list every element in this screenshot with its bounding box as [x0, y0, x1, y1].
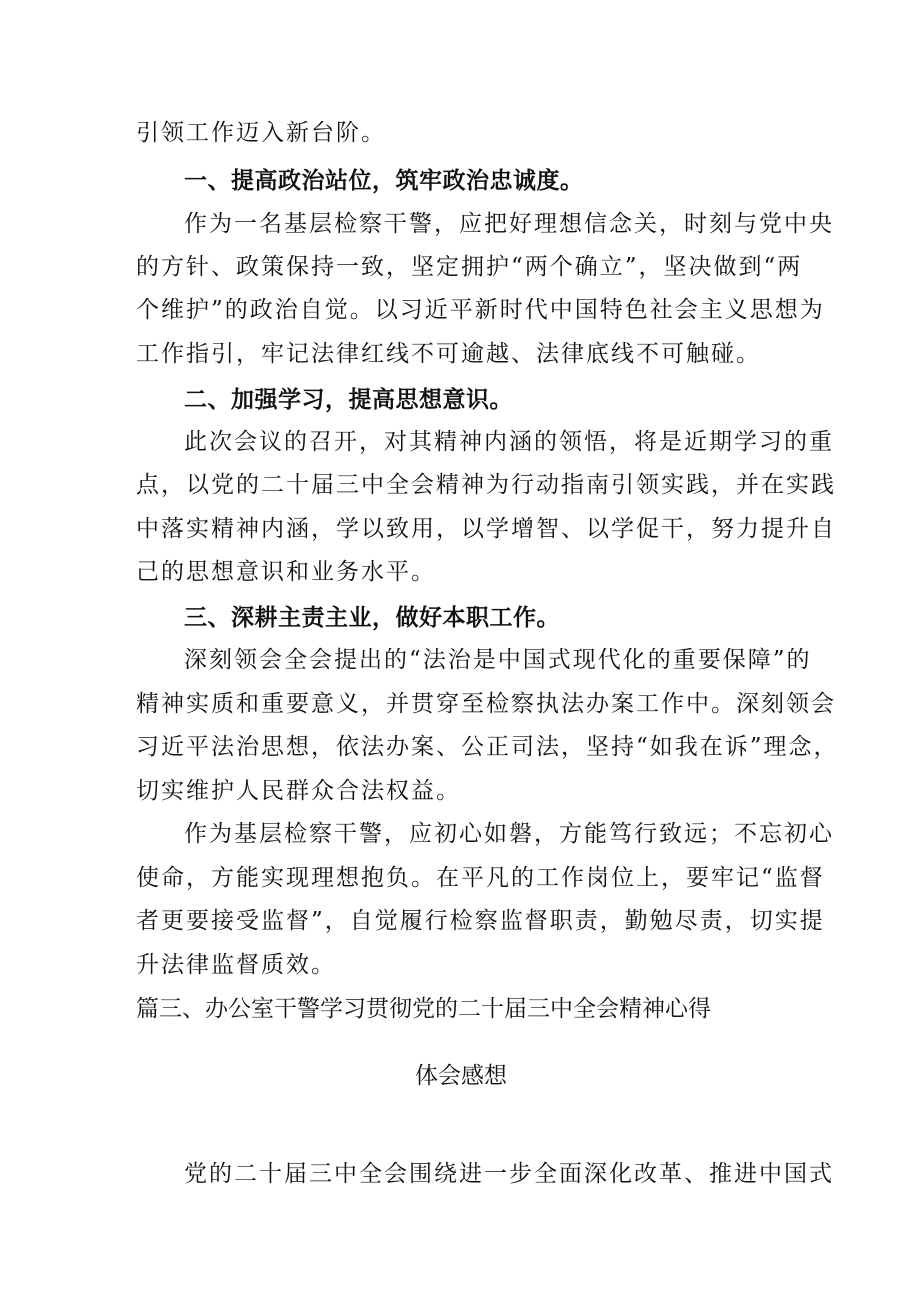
section-1-line-4: 工作指引，牢记法律红线不可逾越、法律底线不可触碰。 [136, 341, 761, 367]
section-1-line-3: 个维护”的政治自觉。以习近平新时代中国特色社会主义思想为 [136, 297, 825, 323]
section-3-p2-line-2: 使命，方能实现理想抱负。在平凡的工作岗位上，要牢记“监督 [136, 865, 825, 891]
section-2-line-1: 此次会议的召开，对其精神内涵的领悟，将是近期学习的重 [184, 429, 834, 455]
section-1-line-2: 的方针、政策保持一致，坚定拥护“两个确立”，坚决做到“两 [136, 254, 803, 280]
section-3-p2-line-1: 作为基层检察干警，应初心如磐，方能笃行致远；不忘初心 [184, 821, 834, 847]
section-3-p1-line-2: 精神实质和重要意义，并贯穿至检察执法办案工作中。深刻领会 [136, 691, 836, 717]
section-3-p1-line-4: 切实维护人民群众合法权益。 [136, 778, 461, 804]
section-2-heading: 二、加强学习，提高思想意识。 [184, 387, 513, 413]
section-2-line-2: 点，以党的二十届三中全会精神为行动指南引领实践，并在实践 [136, 472, 836, 498]
section-3-p1-line-1: 深刻领会全会提出的“法治是中国式现代化的重要保障”的 [184, 647, 812, 673]
section-1-line-1: 作为一名基层检察干警，应把好理想信念关，时刻与党中央 [184, 211, 834, 237]
section-3-p2-line-4: 升法律监督质效。 [136, 952, 336, 978]
intro-tail-line: 引领工作迈入新台阶。 [136, 120, 386, 146]
chapter-title-line-1: 篇三、办公室干警学习贯彻党的二十届三中全会精神心得 [136, 996, 711, 1022]
section-3-heading: 三、深耕主责主业，做好本职工作。 [184, 605, 560, 631]
chapter-title-line-2: 体会感想 [415, 1063, 507, 1089]
section-2-line-4: 己的思想意识和业务水平。 [136, 559, 436, 585]
section-2-line-3: 中落实精神内涵，学以致用，以学增智、以学促干，努力提升自 [136, 516, 836, 542]
section-1-heading: 一、提高政治站位，筑牢政治忠诚度。 [184, 168, 584, 194]
section-3-p1-line-3: 习近平法治思想，依法办案、公正司法，坚持“如我在诉”理念， [136, 734, 839, 760]
chapter-first-line: 党的二十届三中全会围绕进一步全面深化改革、推进中国式 [184, 1161, 834, 1187]
section-3-p2-line-3: 者更要接受监督”，自觉履行检察监督职责，勤勉尽责，切实提 [136, 908, 825, 934]
